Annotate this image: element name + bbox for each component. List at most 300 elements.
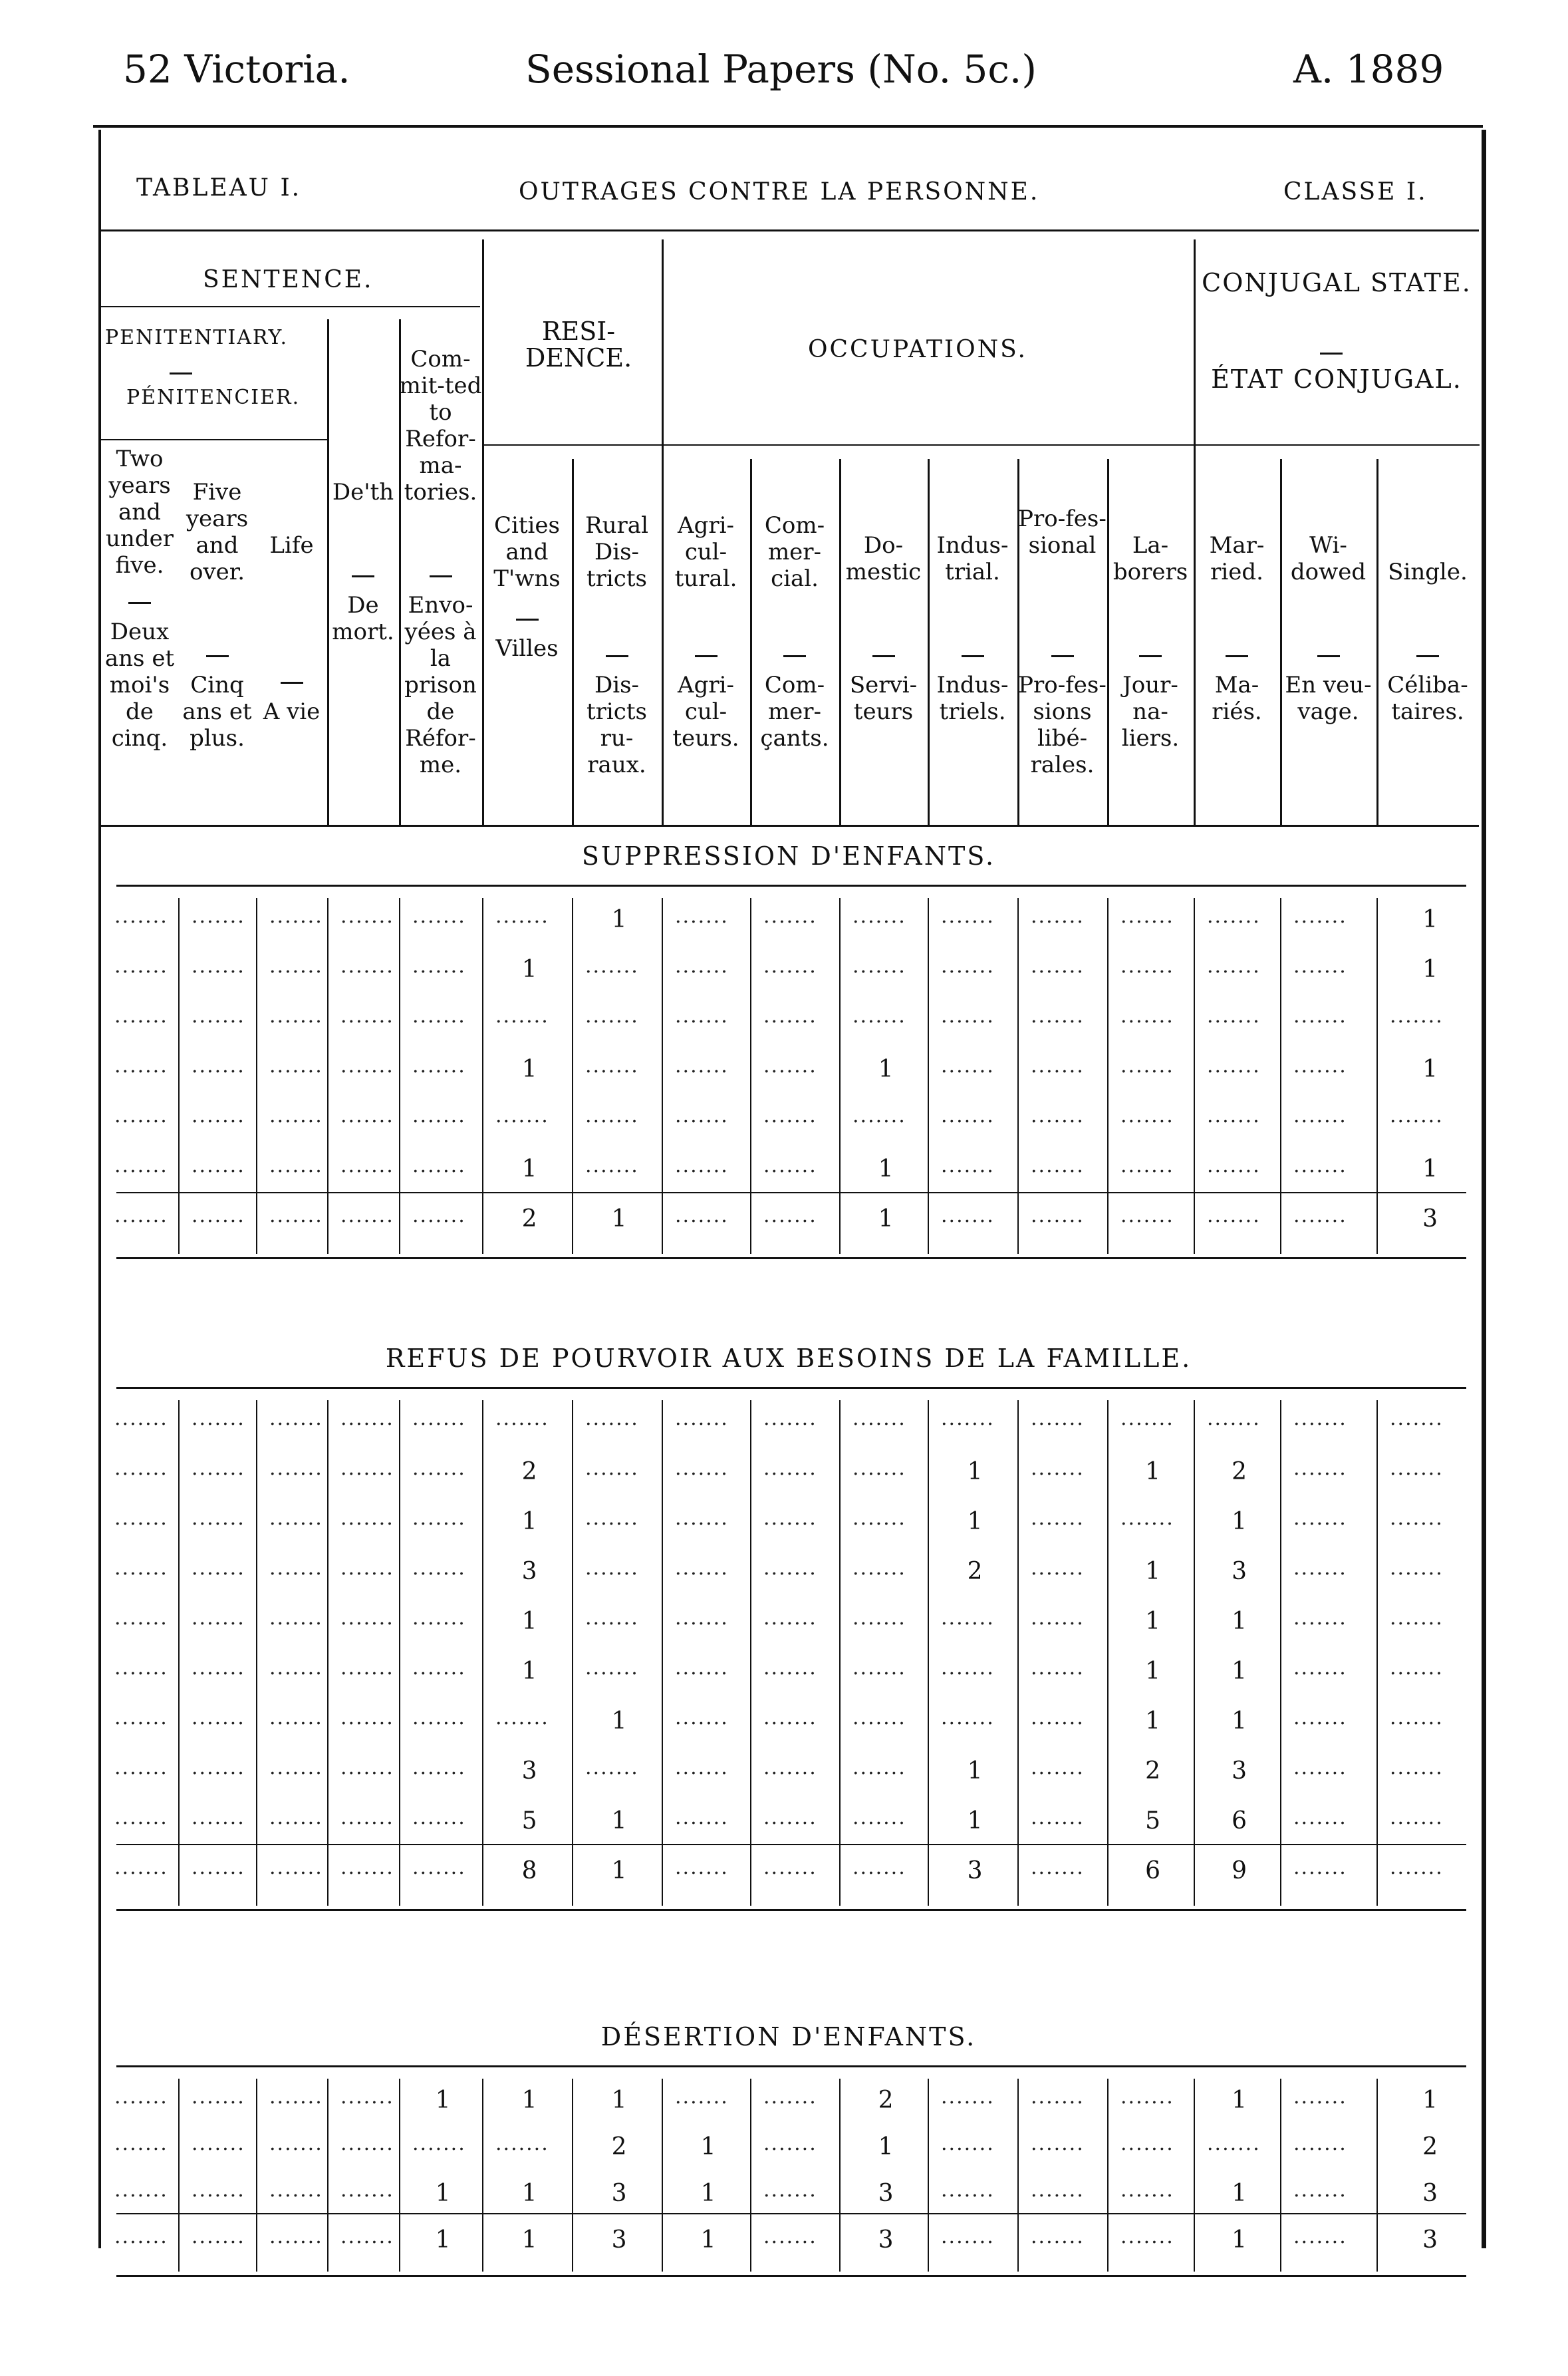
cell-leader-dots: ....... xyxy=(941,955,995,978)
cell-leader-dots: ....... xyxy=(1031,1606,1085,1630)
col-header-dash-12 xyxy=(1051,655,1074,657)
cell-value: 1 xyxy=(967,1757,983,1785)
cell-leader-dots: ....... xyxy=(1390,1457,1444,1480)
col-header-dash-15 xyxy=(1317,655,1340,657)
col-header-fr-6: Villes xyxy=(495,635,559,662)
col-header-fr-3: A vie xyxy=(263,698,321,725)
cell-leader-dots: ....... xyxy=(269,1457,323,1480)
cell-leader-dots: ....... xyxy=(1390,1756,1444,1779)
cell-leader-dots: ....... xyxy=(114,905,168,928)
cell-leader-dots: ....... xyxy=(412,1154,466,1177)
cell-leader-dots: ....... xyxy=(1293,1706,1347,1729)
cell-leader-dots: ....... xyxy=(192,2132,245,2155)
cell-leader-dots: ....... xyxy=(852,1806,906,1829)
cell-leader-dots: ....... xyxy=(1031,2085,1085,2109)
cell-leader-dots: ....... xyxy=(1390,1806,1444,1829)
cell-leader-dots: ....... xyxy=(412,955,466,978)
cell-leader-dots: ....... xyxy=(1120,905,1174,928)
cell-value: 3 xyxy=(611,2180,627,2207)
cell-leader-dots: ....... xyxy=(269,955,323,978)
cell-leader-dots: ....... xyxy=(585,1104,639,1127)
cell-value: 1 xyxy=(435,2180,451,2207)
cell-value: 1 xyxy=(611,906,627,933)
cell-leader-dots: ....... xyxy=(1031,1004,1085,1028)
cell-leader-dots: ....... xyxy=(269,1507,323,1530)
cell-value: 3 xyxy=(611,2226,627,2254)
cell-value: 3 xyxy=(1232,1757,1247,1785)
cell-leader-dots: ....... xyxy=(852,1706,906,1729)
cell-leader-dots: ....... xyxy=(1390,1557,1444,1580)
cell-leader-dots: ....... xyxy=(1293,2225,1347,2248)
col-header-dash-13 xyxy=(1139,655,1162,657)
cell-value: 8 xyxy=(521,1857,537,1884)
cell-leader-dots: ....... xyxy=(675,1004,729,1028)
cell-leader-dots: ....... xyxy=(412,1806,466,1829)
cell-leader-dots: ....... xyxy=(192,1004,245,1028)
cell-leader-dots: ....... xyxy=(340,1407,394,1430)
cell-leader-dots: ....... xyxy=(585,1457,639,1480)
cell-leader-dots: ....... xyxy=(1390,1706,1444,1729)
cell-leader-dots: ....... xyxy=(585,1507,639,1530)
cell-value: 1 xyxy=(611,1857,627,1884)
penitentiary-header: PENITENTIARY. xyxy=(105,326,289,349)
cell-leader-dots: ....... xyxy=(192,1557,245,1580)
table-title-right: CLASSE I. xyxy=(1283,178,1428,206)
cell-value: 1 xyxy=(1232,2180,1247,2207)
table-frame xyxy=(98,130,1486,2248)
cell-leader-dots: ....... xyxy=(192,1054,245,1078)
col-header-fr-13: Jour-na-liers. xyxy=(1121,672,1180,752)
cell-value: 1 xyxy=(1422,2087,1438,2114)
cell-leader-dots: ....... xyxy=(269,2132,323,2155)
cell-leader-dots: ....... xyxy=(1293,2085,1347,2109)
cell-leader-dots: ....... xyxy=(1207,1004,1261,1028)
cell-value: 1 xyxy=(1232,1508,1247,1535)
cell-leader-dots: ....... xyxy=(1293,1407,1347,1430)
cell-leader-dots: ....... xyxy=(763,1407,817,1430)
cell-leader-dots: ....... xyxy=(192,1457,245,1480)
cell-leader-dots: ....... xyxy=(1120,1204,1174,1227)
col-header-fr-9: Com-mer-çants. xyxy=(760,672,829,752)
cell-leader-dots: ....... xyxy=(675,1104,729,1127)
section-title-3: DÉSERTION D'ENFANTS. xyxy=(600,2022,977,2051)
cell-value: 3 xyxy=(521,1558,537,1585)
cell-leader-dots: ....... xyxy=(192,2178,245,2202)
cell-leader-dots: ....... xyxy=(412,1004,466,1028)
conjugal-en-header: CONJUGAL STATE. xyxy=(1202,268,1472,297)
cell-leader-dots: ....... xyxy=(412,1656,466,1680)
cell-leader-dots: ....... xyxy=(675,955,729,978)
cell-value: 1 xyxy=(878,1056,894,1083)
cell-leader-dots: ....... xyxy=(192,1856,245,1879)
cell-leader-dots: ....... xyxy=(941,2085,995,2109)
cell-leader-dots: ....... xyxy=(1031,1457,1085,1480)
cell-leader-dots: ....... xyxy=(763,955,817,978)
cell-leader-dots: ....... xyxy=(941,2178,995,2202)
cell-leader-dots: ....... xyxy=(192,2225,245,2248)
cell-leader-dots: ....... xyxy=(1031,955,1085,978)
cell-leader-dots: ....... xyxy=(412,1104,466,1127)
cell-leader-dots: ....... xyxy=(1031,1154,1085,1177)
cell-leader-dots: ....... xyxy=(675,905,729,928)
cell-leader-dots: ....... xyxy=(763,2085,817,2109)
cell-leader-dots: ....... xyxy=(412,1606,466,1630)
cell-leader-dots: ....... xyxy=(1120,1104,1174,1127)
cell-leader-dots: ....... xyxy=(675,1756,729,1779)
cell-leader-dots: ....... xyxy=(1293,2178,1347,2202)
top-rule xyxy=(93,125,1483,128)
cell-leader-dots: ....... xyxy=(340,1706,394,1729)
cell-leader-dots: ....... xyxy=(114,1154,168,1177)
cell-value: 1 xyxy=(521,1608,537,1635)
cell-leader-dots: ....... xyxy=(763,1457,817,1480)
col-header-en-12: Pro-fes-sional xyxy=(1018,506,1107,559)
cell-value: 1 xyxy=(1232,2226,1247,2254)
cell-leader-dots: ....... xyxy=(412,1856,466,1879)
cell-leader-dots: ....... xyxy=(675,1557,729,1580)
cell-leader-dots: ....... xyxy=(269,1054,323,1078)
cell-leader-dots: ....... xyxy=(114,1706,168,1729)
cell-leader-dots: ....... xyxy=(192,1706,245,1729)
cell-value: 1 xyxy=(611,1205,627,1233)
penitentiary-rule xyxy=(101,439,327,440)
cell-leader-dots: ....... xyxy=(675,1204,729,1227)
cell-leader-dots: ....... xyxy=(1120,2178,1174,2202)
cell-leader-dots: ....... xyxy=(1120,2132,1174,2155)
cell-leader-dots: ....... xyxy=(941,905,995,928)
cell-leader-dots: ....... xyxy=(1031,2132,1085,2155)
cell-leader-dots: ....... xyxy=(1031,1054,1085,1078)
cell-leader-dots: ....... xyxy=(269,2225,323,2248)
cell-leader-dots: ....... xyxy=(1120,2085,1174,2109)
cell-leader-dots: ....... xyxy=(340,2085,394,2109)
cell-leader-dots: ....... xyxy=(941,2132,995,2155)
cell-leader-dots: ....... xyxy=(114,1656,168,1680)
cell-leader-dots: ....... xyxy=(340,1054,394,1078)
cell-leader-dots: ....... xyxy=(269,1706,323,1729)
cell-leader-dots: ....... xyxy=(1293,955,1347,978)
cell-leader-dots: ....... xyxy=(852,905,906,928)
cell-leader-dots: ....... xyxy=(852,955,906,978)
cell-value: 1 xyxy=(435,2087,451,2114)
cell-leader-dots: ....... xyxy=(192,955,245,978)
cell-value: 1 xyxy=(1145,1658,1160,1685)
cell-leader-dots: ....... xyxy=(763,1104,817,1127)
cell-leader-dots: ....... xyxy=(675,1806,729,1829)
cell-leader-dots: ....... xyxy=(763,1856,817,1879)
cell-value: 1 xyxy=(1232,2087,1247,2114)
cell-leader-dots: ....... xyxy=(1207,1154,1261,1177)
cell-leader-dots: ....... xyxy=(675,1706,729,1729)
cell-value: 3 xyxy=(1422,2226,1438,2254)
cell-leader-dots: ....... xyxy=(269,1756,323,1779)
col-header-en-15: Wi-dowed xyxy=(1290,532,1367,585)
groups-rule xyxy=(482,444,1480,446)
col-header-dash-16 xyxy=(1416,655,1439,657)
sentence-header: SENTENCE. xyxy=(203,266,374,293)
cell-value: 1 xyxy=(878,1205,894,1233)
cell-leader-dots: ....... xyxy=(852,1606,906,1630)
cell-leader-dots: ....... xyxy=(585,1756,639,1779)
cell-leader-dots: ....... xyxy=(852,1856,906,1879)
cell-leader-dots: ....... xyxy=(114,1407,168,1430)
page-header-right: A. 1889 xyxy=(1293,47,1444,92)
cell-leader-dots: ....... xyxy=(412,1507,466,1530)
cell-value: 1 xyxy=(1145,1458,1160,1485)
col-header-fr-2: Cinq ans et plus. xyxy=(182,672,252,752)
cell-leader-dots: ....... xyxy=(1293,2132,1347,2155)
cell-leader-dots: ....... xyxy=(412,2132,466,2155)
col-header-dash-6 xyxy=(516,619,539,621)
cell-leader-dots: ....... xyxy=(1293,1756,1347,1779)
cell-leader-dots: ....... xyxy=(1031,905,1085,928)
cell-leader-dots: ....... xyxy=(412,1204,466,1227)
cell-leader-dots: ....... xyxy=(114,2085,168,2109)
cell-leader-dots: ....... xyxy=(763,2132,817,2155)
cell-value: 1 xyxy=(1422,906,1438,933)
cell-leader-dots: ....... xyxy=(1293,1806,1347,1829)
col-header-en-6: Cities and T'wns xyxy=(493,512,561,592)
cell-leader-dots: ....... xyxy=(412,1706,466,1729)
col-header-dash-9 xyxy=(783,655,806,657)
cell-leader-dots: ....... xyxy=(1031,1756,1085,1779)
cell-value: 3 xyxy=(1232,1558,1247,1585)
col-header-fr-12: Pro-fes-sions libé-rales. xyxy=(1018,672,1107,778)
cell-leader-dots: ....... xyxy=(852,1004,906,1028)
cell-leader-dots: ....... xyxy=(114,1004,168,1028)
cell-value: 1 xyxy=(878,1155,894,1183)
cell-value: 1 xyxy=(1145,1558,1160,1585)
cell-value: 1 xyxy=(1422,956,1438,983)
cell-leader-dots: ....... xyxy=(1390,1856,1444,1879)
cell-leader-dots: ....... xyxy=(585,1656,639,1680)
cell-leader-dots: ....... xyxy=(412,1557,466,1580)
cell-value: 1 xyxy=(521,2087,537,2114)
cell-leader-dots: ....... xyxy=(192,1104,245,1127)
cell-leader-dots: ....... xyxy=(340,2132,394,2155)
cell-leader-dots: ....... xyxy=(340,1656,394,1680)
cell-leader-dots: ....... xyxy=(675,1606,729,1630)
cell-leader-dots: ....... xyxy=(495,1004,549,1028)
cell-leader-dots: ....... xyxy=(340,1557,394,1580)
cell-leader-dots: ....... xyxy=(269,2178,323,2202)
cell-leader-dots: ....... xyxy=(269,1407,323,1430)
col-header-en-13: La-borers xyxy=(1112,532,1188,585)
cell-leader-dots: ....... xyxy=(585,1154,639,1177)
cell-leader-dots: ....... xyxy=(1031,1706,1085,1729)
cell-leader-dots: ....... xyxy=(114,1856,168,1879)
cell-leader-dots: ....... xyxy=(269,1204,323,1227)
col-header-en-1: Two years and under five. xyxy=(106,446,174,579)
cell-leader-dots: ....... xyxy=(763,1557,817,1580)
table-title-center: OUTRAGES CONTRE LA PERSONNE. xyxy=(519,178,1040,206)
cell-leader-dots: ....... xyxy=(585,1407,639,1430)
cell-leader-dots: ....... xyxy=(340,1004,394,1028)
cell-leader-dots: ....... xyxy=(1031,1104,1085,1127)
cell-leader-dots: ....... xyxy=(114,2225,168,2248)
title-rule xyxy=(101,229,1479,231)
col-header-fr-11: Indus-triels. xyxy=(936,672,1009,725)
col-header-en-2: Five years and over. xyxy=(186,479,249,585)
cell-leader-dots: ....... xyxy=(1031,2178,1085,2202)
cell-leader-dots: ....... xyxy=(763,1054,817,1078)
cell-leader-dots: ....... xyxy=(1293,1557,1347,1580)
col-header-fr-7: Dis-tricts ru-raux. xyxy=(587,672,647,778)
col-header-dash-7 xyxy=(606,655,628,657)
conjugal-fr-header: ÉTAT CONJUGAL. xyxy=(1211,365,1462,394)
col-header-dash-5 xyxy=(430,575,452,577)
cell-leader-dots: ....... xyxy=(1293,1104,1347,1127)
cell-leader-dots: ....... xyxy=(340,1154,394,1177)
cell-value: 1 xyxy=(435,2226,451,2254)
cell-leader-dots: ....... xyxy=(585,1557,639,1580)
cell-leader-dots: ....... xyxy=(269,1004,323,1028)
cell-leader-dots: ....... xyxy=(114,2178,168,2202)
section-title-1: SUPPRESSION D'ENFANTS. xyxy=(581,841,996,871)
cell-leader-dots: ....... xyxy=(114,1606,168,1630)
col-header-dash-8 xyxy=(695,655,718,657)
cell-leader-dots: ....... xyxy=(1207,1204,1261,1227)
cell-leader-dots: ....... xyxy=(763,2225,817,2248)
cell-leader-dots: ....... xyxy=(941,1407,995,1430)
cell-leader-dots: ....... xyxy=(412,1407,466,1430)
cell-value: 1 xyxy=(521,1056,537,1083)
col-header-en-4: De'th xyxy=(332,479,394,506)
cell-value: 3 xyxy=(521,1757,537,1785)
cell-leader-dots: ....... xyxy=(852,1104,906,1127)
cell-leader-dots: ....... xyxy=(941,1054,995,1078)
cell-leader-dots: ....... xyxy=(1293,1507,1347,1530)
cell-leader-dots: ....... xyxy=(340,1507,394,1530)
cell-leader-dots: ....... xyxy=(1207,2132,1261,2155)
cell-value: 2 xyxy=(521,1205,537,1233)
cell-leader-dots: ....... xyxy=(1293,1856,1347,1879)
cell-leader-dots: ....... xyxy=(1120,2225,1174,2248)
cell-value: 2 xyxy=(967,1558,983,1585)
cell-leader-dots: ....... xyxy=(941,1706,995,1729)
cell-leader-dots: ....... xyxy=(675,1054,729,1078)
cell-leader-dots: ....... xyxy=(340,2225,394,2248)
col-header-dash-3 xyxy=(281,682,303,684)
cell-leader-dots: ....... xyxy=(340,2178,394,2202)
cell-value: 1 xyxy=(967,1508,983,1535)
cell-value: 1 xyxy=(521,1658,537,1685)
cell-value: 1 xyxy=(878,2133,894,2160)
cell-leader-dots: ....... xyxy=(763,1806,817,1829)
col-header-dash-1 xyxy=(128,602,151,604)
cell-leader-dots: ....... xyxy=(340,1104,394,1127)
cell-leader-dots: ....... xyxy=(340,1856,394,1879)
cell-leader-dots: ....... xyxy=(340,1606,394,1630)
col-header-fr-5: Envo-yées à la prison de Réfor-me. xyxy=(404,592,477,778)
cell-leader-dots: ....... xyxy=(1207,905,1261,928)
cell-leader-dots: ....... xyxy=(675,1656,729,1680)
page-header-left: 52 Victoria. xyxy=(123,47,350,92)
cell-leader-dots: ....... xyxy=(412,1054,466,1078)
cell-leader-dots: ....... xyxy=(192,1154,245,1177)
cell-leader-dots: ....... xyxy=(114,1806,168,1829)
section-title-2: REFUS DE POURVOIR AUX BESOINS DE LA FAMILLE. xyxy=(385,1344,1192,1373)
col-header-en-16: Single. xyxy=(1388,559,1468,585)
cell-value: 5 xyxy=(521,1807,537,1835)
cell-leader-dots: ....... xyxy=(192,905,245,928)
cell-value: 1 xyxy=(700,2133,716,2160)
cell-leader-dots: ....... xyxy=(114,1204,168,1227)
cell-leader-dots: ....... xyxy=(1390,1407,1444,1430)
col-header-en-5: Com-mit-ted to Refor-ma-tories. xyxy=(399,346,482,506)
cell-leader-dots: ....... xyxy=(114,2132,168,2155)
cell-leader-dots: ....... xyxy=(1031,1856,1085,1879)
cell-leader-dots: ....... xyxy=(412,905,466,928)
col-header-en-9: Com-mer-cial. xyxy=(764,512,825,592)
cell-value: 1 xyxy=(1422,1155,1438,1183)
cell-leader-dots: ....... xyxy=(340,955,394,978)
cell-value: 2 xyxy=(611,2133,627,2160)
cell-leader-dots: ....... xyxy=(114,1756,168,1779)
cell-value: 3 xyxy=(967,1857,983,1884)
cell-leader-dots: ....... xyxy=(763,1606,817,1630)
cell-value: 1 xyxy=(700,2180,716,2207)
cell-leader-dots: ....... xyxy=(192,1806,245,1829)
cell-leader-dots: ....... xyxy=(1031,1806,1085,1829)
cell-leader-dots: ....... xyxy=(1293,1004,1347,1028)
cell-leader-dots: ....... xyxy=(1031,1557,1085,1580)
cell-leader-dots: ....... xyxy=(1207,1407,1261,1430)
cell-leader-dots: ....... xyxy=(1293,905,1347,928)
col-header-fr-8: Agri-cul-teurs. xyxy=(672,672,739,752)
page-header-center: Sessional Papers (No. 5c.) xyxy=(525,47,1037,92)
cell-leader-dots: ....... xyxy=(675,1154,729,1177)
cell-leader-dots: ....... xyxy=(763,2178,817,2202)
cell-leader-dots: ....... xyxy=(114,1054,168,1078)
cell-value: 1 xyxy=(521,1155,537,1183)
cell-leader-dots: ....... xyxy=(585,955,639,978)
cell-value: 2 xyxy=(1145,1757,1160,1785)
cell-value: 1 xyxy=(1145,1608,1160,1635)
cell-leader-dots: ....... xyxy=(1120,1407,1174,1430)
cell-leader-dots: ....... xyxy=(495,1706,549,1729)
cell-value: 3 xyxy=(1422,2180,1438,2207)
cell-leader-dots: ....... xyxy=(585,1054,639,1078)
col-header-en-3: Life xyxy=(269,532,314,559)
cell-leader-dots: ....... xyxy=(675,1507,729,1530)
cell-leader-dots: ....... xyxy=(192,1606,245,1630)
cell-leader-dots: ....... xyxy=(1390,1606,1444,1630)
cell-leader-dots: ....... xyxy=(269,2085,323,2109)
cell-leader-dots: ....... xyxy=(1120,1154,1174,1177)
cell-leader-dots: ....... xyxy=(763,1756,817,1779)
col-header-fr-1: Deux ans et moi's de cinq. xyxy=(104,619,175,752)
cell-leader-dots: ....... xyxy=(192,1656,245,1680)
cell-leader-dots: ....... xyxy=(192,1756,245,1779)
cell-leader-dots: ....... xyxy=(1120,1004,1174,1028)
col-header-fr-4: De mort. xyxy=(332,592,394,645)
col-header-fr-10: Servi-teurs xyxy=(849,672,918,725)
cell-leader-dots: ....... xyxy=(269,1656,323,1680)
cell-leader-dots: ....... xyxy=(1293,1204,1347,1227)
cell-leader-dots: ....... xyxy=(1031,1656,1085,1680)
cell-leader-dots: ....... xyxy=(495,1407,549,1430)
cell-leader-dots: ....... xyxy=(763,1706,817,1729)
col-header-fr-16: Céliba-taires. xyxy=(1387,672,1468,725)
col-header-fr-14: Ma-riés. xyxy=(1212,672,1262,725)
cell-value: 3 xyxy=(878,2180,894,2207)
sentence-rule xyxy=(101,306,480,307)
cell-leader-dots: ....... xyxy=(1120,955,1174,978)
cell-leader-dots: ....... xyxy=(269,905,323,928)
cell-leader-dots: ....... xyxy=(192,1204,245,1227)
cell-leader-dots: ....... xyxy=(495,905,549,928)
